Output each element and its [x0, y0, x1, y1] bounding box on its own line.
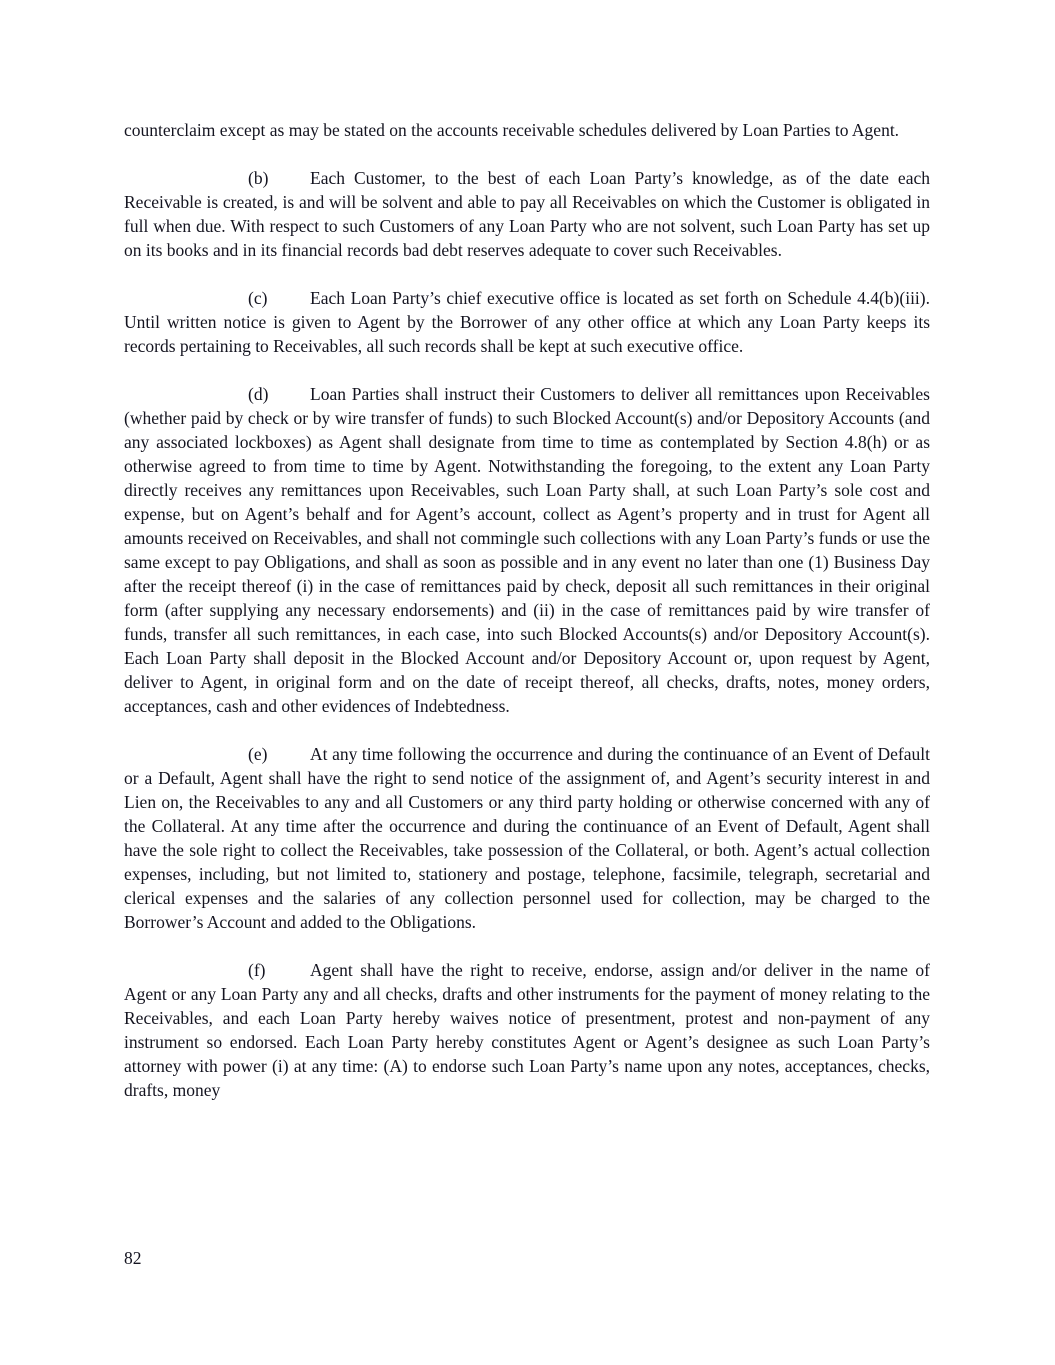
paragraph	[124, 286, 930, 358]
paragraph-text: Each Loan Party’s chief executive office is located as set forth on Schedule 4.4(b)(iii). Until written notice is given to Agent by the Borrower of any other office at which any Loan Party keeps its records pertaining to Receivables, all such records shall be kept at such executive office.	[124, 288, 930, 356]
paragraph-text: At any time following the occurrence and during the continuance of an Event of Default or a Default, Agent shall have the right to send notice of the assignment of, and Agent’s security interest in and Lien on, the Receivables to any and all Customers or any third party holding or otherwise concerned with any of the Collateral. At any time after the occurrence and during the continuance of an Event of Default, Agent shall have the sole right to collect the Receivables, take possession of the Collateral, or both. Agent’s actual collection expenses, including, but not limited to, stationery and postage, telephone, facsimile, telegraph, secretarial and clerical expenses and the salaries of any collection personnel used for collection, may be charged to the Borrower’s Account and added to the Obligations.	[124, 744, 930, 932]
paragraph	[124, 382, 930, 718]
paragraph-label: (b)	[248, 168, 269, 188]
paragraph-text: Agent shall have the right to receive, endorse, assign and/or deliver in the name of Agent or any Loan Party any and all checks, drafts and other instruments for the payment of money relating to the Receivables, and each Loan Party hereby waives notice of presentment, protest and non-payment of any instrument so endorsed. Each Loan Party hereby constitutes Agent or Agent’s designee as such Loan Party’s attorney with power (i) at any time: (A) to endorse such Loan Party’s name upon any notes, acceptances, checks, drafts, money	[124, 960, 930, 1100]
paragraph-label: (f)	[248, 960, 266, 980]
page-number: 82	[124, 1248, 142, 1268]
paragraph-text: counterclaim except as may be stated on the accounts receivable schedules delivered by Loan Parties to Agent.	[124, 120, 900, 140]
paragraph-text: Loan Parties shall instruct their Customers to deliver all remittances upon Receivables (whether paid by check or by wire transfer of funds) to such Blocked Account(s) and/or Depository Accounts (and any associated lockboxes) as Agent shall designate from time to time as contemplated by Section 4.8(h) or as otherwise agreed to from time to time by Agent. Notwithstanding the foregoing, to the extent any Loan Party directly receives any remittances upon Receivables, such Loan Party shall, at such Loan Party’s sole cost and expense, but on Agent’s behalf and for Agent’s account, collect as Agent’s property and in trust for Agent all amounts received on Receivables, and shall not commingle such collections with any Loan Party’s funds or use the same except to pay Obligations, and shall as soon as possible and in any event no later than one (1) Business Day after the receipt thereof (i) in the case of remittances paid by check, deposit all such remittances in their original form (after supplying any necessary endorsements) and (ii) in the case of remittances paid by wire transfer of funds, transfer all such remittances, in each case, into such Blocked Accounts(s) and/or Depository Account(s). Each Loan Party shall deposit in the Blocked Account and/or Depository Account or, upon request by Agent, deliver to Agent, in original form and on the date of receipt thereof, all checks, drafts, notes, money orders, acceptances, cash and other evidences of Indebtedness.	[124, 384, 930, 716]
paragraph	[124, 166, 930, 262]
paragraph-text: Each Customer, to the best of each Loan Party’s knowledge, as of the date each Receivable is created, is and will be solvent and able to pay all Receivables on which the Customer is obligated in full when due. With respect to such Customers of any Loan Party who are not solvent, such Loan Party has set up on its books and in its financial records bad debt reserves adequate to cover such Receivables.	[124, 168, 930, 260]
paragraph	[124, 958, 930, 1102]
paragraph-label: (c)	[248, 288, 268, 308]
paragraph	[124, 118, 930, 142]
paragraph	[124, 742, 930, 934]
paragraph-label: (d)	[248, 384, 269, 404]
paragraph-label: (e)	[248, 744, 268, 764]
